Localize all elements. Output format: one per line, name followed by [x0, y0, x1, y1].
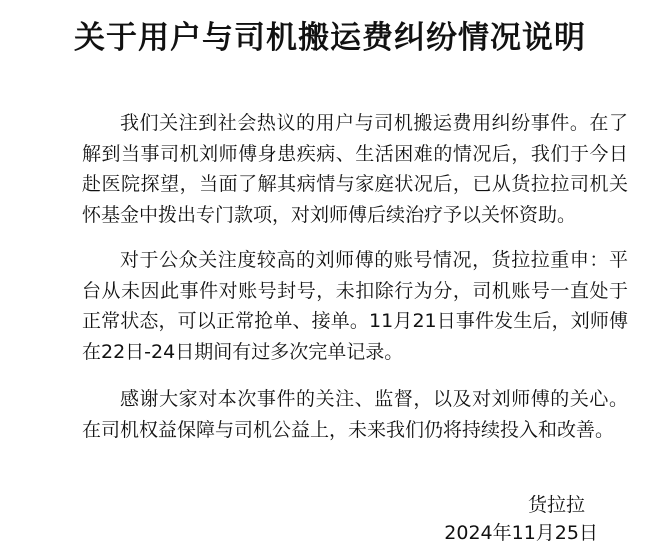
signature-company: 货拉拉: [527, 494, 585, 516]
document-title: 关于用户与司机搬运费纠纷情况说明: [74, 20, 586, 56]
paragraph-2: 对于公众关注度较高的刘师傅的账号情况，货拉拉重申：平台从未因此事件对账号封号，未扣除行为分，司机账号一直处于正常状态，可以正常抢单、接单。11月21日事件发生后，刘师傅在22日-24日期间有过多次完单记录。: [82, 249, 628, 363]
paragraph-1: 我们关注到社会热议的用户与司机搬运费用纠纷事件。在了解到当事司机刘师傅身患疾病、生活困难的情况后，我们于今日赴医院探望，当面了解其病情与家庭状况后，已从货拉拉司机关怀基金中拨出专门款项，对刘师傅后续治疗予以关怀资助。: [82, 112, 628, 226]
signature-date: 2024年11月25日: [444, 522, 598, 544]
paragraph-3: 感谢大家对本次事件的关注、监督，以及对刘师傅的关心。在司机权益保障与司机公益上，未来我们仍将持续投入和改善。: [82, 388, 628, 441]
